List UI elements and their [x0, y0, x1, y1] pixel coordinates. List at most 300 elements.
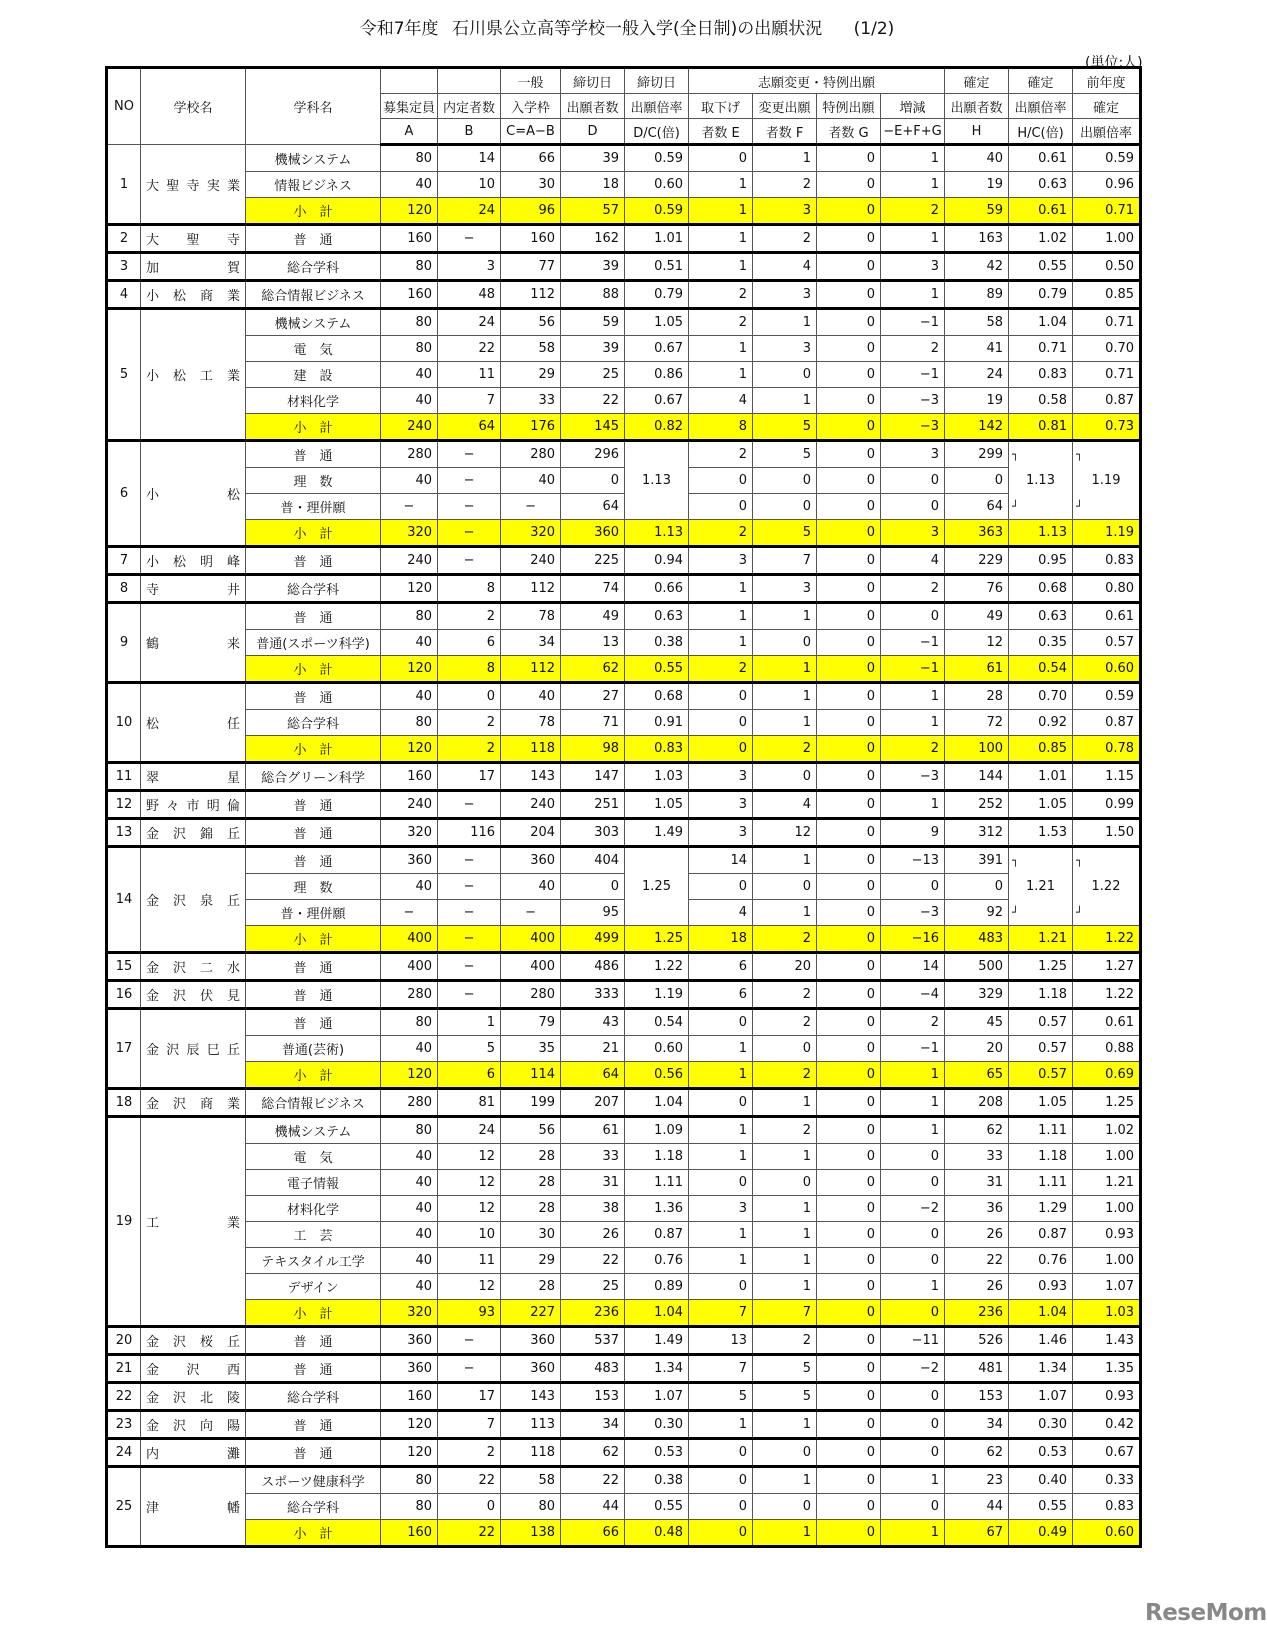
table-row	[107, 1117, 1141, 1144]
cell-hc: 1.07	[1009, 1383, 1073, 1411]
cell-efg: −1	[881, 656, 945, 683]
school-name: 小松	[141, 441, 246, 547]
cell-f: 1	[753, 1248, 817, 1274]
cell-g: 0	[817, 1274, 881, 1300]
cell-hc: 0.63	[1009, 603, 1073, 630]
cell-c: 28	[501, 1144, 561, 1170]
cell-g: 0	[817, 145, 881, 172]
cell-h: 28	[945, 683, 1009, 710]
department-name: 小 計	[246, 656, 381, 683]
cell-c: 240	[501, 791, 561, 819]
subtotal-row	[107, 1300, 1141, 1327]
cell-d: 296	[561, 441, 625, 468]
cell-f: 1	[753, 1144, 817, 1170]
cell-g: 0	[817, 1494, 881, 1520]
cell-efg: 1	[881, 281, 945, 309]
cell-d: 0	[561, 468, 625, 494]
cell-c: 66	[501, 145, 561, 172]
cell-prev: 1.19	[1073, 520, 1141, 547]
cell-prev: 0.71	[1073, 198, 1141, 225]
school-number: 9	[107, 603, 141, 683]
table-row	[107, 172, 1141, 198]
cell-dc: 0.59	[625, 198, 689, 225]
cell-b: 3	[438, 253, 501, 281]
cell-g: 0	[817, 630, 881, 656]
table-row	[107, 1439, 1141, 1467]
cell-efg: −1	[881, 1036, 945, 1062]
cell-d: 22	[561, 1467, 625, 1494]
header-special-apply-2: 者数 G	[817, 119, 881, 145]
cell-g: 0	[817, 1196, 881, 1222]
header-delta-2: −E+F+G	[881, 119, 945, 145]
cell-hc: 0.61	[1009, 145, 1073, 172]
header-capacity-2: 募集定員	[381, 94, 438, 119]
cell-e: 0	[689, 736, 753, 763]
header-capacity-1	[381, 68, 438, 94]
cell-g: 0	[817, 1170, 881, 1196]
cell-b: −	[438, 900, 501, 926]
cell-a: 240	[381, 791, 438, 819]
table-row	[107, 441, 1141, 468]
cell-b: 10	[438, 1222, 501, 1248]
cell-f: 4	[753, 253, 817, 281]
table-body	[107, 145, 1141, 1547]
cell-hc: 0.57	[1009, 1036, 1073, 1062]
cell-b: −	[438, 953, 501, 981]
cell-a: 80	[381, 309, 438, 336]
cell-d: 39	[561, 336, 625, 362]
header-confirmed-ratio-2: 出願倍率	[1009, 94, 1073, 119]
cell-f: 2	[753, 1062, 817, 1089]
cell-prev: 0.70	[1073, 336, 1141, 362]
cell-c: 30	[501, 172, 561, 198]
cell-d: 27	[561, 683, 625, 710]
resemom-logo: ReseMom	[1145, 1600, 1267, 1626]
cell-e: 0	[689, 145, 753, 172]
cell-hc: 0.95	[1009, 547, 1073, 575]
department-name: 機械システム	[246, 1117, 381, 1144]
cell-g: 0	[817, 683, 881, 710]
cell-g: 0	[817, 1117, 881, 1144]
cell-dc: 1.07	[625, 1383, 689, 1411]
cell-dc: 0.91	[625, 710, 689, 736]
cell-efg: −4	[881, 981, 945, 1009]
merged-ratio-value: 1.19	[1091, 473, 1121, 488]
department-name: 総合学科	[246, 575, 381, 603]
cell-b: 2	[438, 603, 501, 630]
cell-g: 0	[817, 1520, 881, 1547]
cell-efg: 1	[881, 1520, 945, 1547]
cell-b: −	[438, 225, 501, 253]
cell-c: 199	[501, 1089, 561, 1117]
cell-a: 40	[381, 1036, 438, 1062]
table-row	[107, 1383, 1141, 1411]
header-confirmed-applicants-3: H	[945, 119, 1009, 145]
header-school: 学校名	[141, 68, 246, 145]
subtotal-row	[107, 1062, 1141, 1089]
cell-a: 40	[381, 1222, 438, 1248]
cell-dc: 1.19	[625, 981, 689, 1009]
table-row	[107, 145, 1141, 172]
cell-efg: −3	[881, 414, 945, 441]
table-row	[107, 362, 1141, 388]
cell-g: 0	[817, 520, 881, 547]
cell-prev: 0.59	[1073, 145, 1141, 172]
cell-c: 28	[501, 1170, 561, 1196]
document-title	[0, 14, 1254, 39]
department-name: 機械システム	[246, 309, 381, 336]
cell-a: 360	[381, 1355, 438, 1383]
cell-h: 26	[945, 1274, 1009, 1300]
cell-b: 48	[438, 281, 501, 309]
cell-hc: 0.85	[1009, 736, 1073, 763]
cell-efg: 0	[881, 1411, 945, 1439]
cell-prev: 1.00	[1073, 1144, 1141, 1170]
cell-c: 28	[501, 1196, 561, 1222]
school-name: 金沢伏見	[141, 981, 246, 1009]
cell-d: 145	[561, 414, 625, 441]
cell-h: 0	[945, 468, 1009, 494]
cell-h: 92	[945, 900, 1009, 926]
header-change-apply-2: 者数 F	[753, 119, 817, 145]
cell-d: 44	[561, 1494, 625, 1520]
cell-b: −	[438, 874, 501, 900]
cell-d: 360	[561, 520, 625, 547]
cell-c: 56	[501, 309, 561, 336]
cell-b: −	[438, 926, 501, 953]
cell-b: 2	[438, 710, 501, 736]
table-row	[107, 1327, 1141, 1355]
cell-h: 42	[945, 253, 1009, 281]
merged-ratio-value: 1.25	[642, 879, 671, 894]
cell-e: 5	[689, 1383, 753, 1411]
cell-f: 3	[753, 575, 817, 603]
cell-h: 65	[945, 1062, 1009, 1089]
cell-h: 12	[945, 630, 1009, 656]
cell-dc: 0.67	[625, 388, 689, 414]
cell-b: 17	[438, 1383, 501, 1411]
department-name: 普 通	[246, 683, 381, 710]
cell-hc: 0.83	[1009, 362, 1073, 388]
merged-ratio-value: 1.13	[1026, 473, 1055, 488]
cell-g: 0	[817, 441, 881, 468]
cell-h: 41	[945, 336, 1009, 362]
cell-efg: 4	[881, 547, 945, 575]
cell-g: 0	[817, 926, 881, 953]
cell-a: 160	[381, 1383, 438, 1411]
cell-h: 153	[945, 1383, 1009, 1411]
table-row	[107, 494, 1141, 520]
cell-d: 153	[561, 1383, 625, 1411]
cell-f: 1	[753, 656, 817, 683]
cell-c: 80	[501, 1494, 561, 1520]
cell-dc: 0.53	[625, 1439, 689, 1467]
cell-prev: 0.99	[1073, 791, 1141, 819]
cell-e: 0	[689, 494, 753, 520]
school-name: 金沢泉丘	[141, 847, 246, 953]
cell-c: 34	[501, 630, 561, 656]
cell-prev: 1.07	[1073, 1274, 1141, 1300]
cell-e: 1	[689, 253, 753, 281]
cell-prev: 0.93	[1073, 1383, 1141, 1411]
cell-d: 62	[561, 1439, 625, 1467]
cell-a: 280	[381, 1089, 438, 1117]
cell-prev: 1.00	[1073, 1196, 1141, 1222]
cell-e: 1	[689, 172, 753, 198]
cell-f: 3	[753, 198, 817, 225]
header-general-2: 入学枠	[501, 94, 561, 119]
cell-c: 30	[501, 1222, 561, 1248]
table-row	[107, 575, 1141, 603]
cell-e: 3	[689, 763, 753, 791]
department-name: 普 通	[246, 603, 381, 630]
cell-c: 29	[501, 1248, 561, 1274]
cell-a: 40	[381, 362, 438, 388]
cell-a: 40	[381, 172, 438, 198]
cell-g: 0	[817, 1248, 881, 1274]
header-confirmed-ratio-3: H/C(倍)	[1009, 119, 1073, 145]
cell-d: 18	[561, 172, 625, 198]
cell-e: 6	[689, 981, 753, 1009]
department-name: 普通(スポーツ科学)	[246, 630, 381, 656]
cell-e: 1	[689, 1062, 753, 1089]
cell-e: 1	[689, 603, 753, 630]
table-row	[107, 1494, 1141, 1520]
cell-dc: 1.49	[625, 1327, 689, 1355]
cell-e: 1	[689, 575, 753, 603]
cell-e: 0	[689, 1009, 753, 1036]
cell-f: 1	[753, 145, 817, 172]
cell-h: 36	[945, 1196, 1009, 1222]
cell-prev: 0.57	[1073, 630, 1141, 656]
cell-d: 64	[561, 494, 625, 520]
cell-b: 5	[438, 1036, 501, 1062]
cell-efg: 9	[881, 819, 945, 847]
table-row	[107, 1089, 1141, 1117]
cell-efg: −2	[881, 1196, 945, 1222]
cell-e: 6	[689, 953, 753, 981]
table-row	[107, 1009, 1141, 1036]
header-withdraw-2: 者数 E	[689, 119, 753, 145]
cell-e: 0	[689, 468, 753, 494]
cell-e: 2	[689, 656, 753, 683]
cell-efg: −3	[881, 763, 945, 791]
cell-h: 64	[945, 494, 1009, 520]
cell-efg: 0	[881, 494, 945, 520]
cell-dc: 1.04	[625, 1300, 689, 1327]
cell-prev: 1.21	[1073, 1170, 1141, 1196]
cell-d: 25	[561, 1274, 625, 1300]
cell-a: 120	[381, 1062, 438, 1089]
cell-f: 7	[753, 1300, 817, 1327]
bracket-bottom-icon: ┘	[1012, 906, 1019, 919]
cell-c: 56	[501, 1117, 561, 1144]
cell-d: 236	[561, 1300, 625, 1327]
cell-d: 34	[561, 1411, 625, 1439]
cell-f: 4	[753, 791, 817, 819]
department-name: 総合学科	[246, 253, 381, 281]
cell-efg: 3	[881, 520, 945, 547]
cell-dc: 0.86	[625, 362, 689, 388]
cell-b: 24	[438, 198, 501, 225]
department-name: 普 通	[246, 1327, 381, 1355]
cell-c: 33	[501, 388, 561, 414]
cell-d: 39	[561, 253, 625, 281]
department-name: 普 通	[246, 819, 381, 847]
cell-efg: 2	[881, 336, 945, 362]
bracket-bottom-icon: ┘	[1012, 500, 1019, 513]
school-name: 内灘	[141, 1439, 246, 1467]
header-deadline-ratio-2: 出願倍率	[625, 94, 689, 119]
cell-efg: 0	[881, 603, 945, 630]
school-name: 金沢北陵	[141, 1383, 246, 1411]
cell-efg: 0	[881, 874, 945, 900]
cell-a: 40	[381, 1248, 438, 1274]
cell-h: 19	[945, 172, 1009, 198]
cell-e: 0	[689, 1467, 753, 1494]
cell-b: 24	[438, 1117, 501, 1144]
cell-d: 71	[561, 710, 625, 736]
school-name: 津幡	[141, 1467, 246, 1547]
cell-b: 6	[438, 1062, 501, 1089]
cell-efg: 1	[881, 683, 945, 710]
cell-g: 0	[817, 736, 881, 763]
cell-hc: 0.58	[1009, 388, 1073, 414]
table-row	[107, 309, 1141, 336]
cell-dc: 1.49	[625, 819, 689, 847]
cell-efg: 1	[881, 1089, 945, 1117]
cell-g: 0	[817, 362, 881, 388]
cell-c: 118	[501, 1439, 561, 1467]
cell-d: 404	[561, 847, 625, 874]
cell-b: 7	[438, 388, 501, 414]
department-name: 普 通	[246, 547, 381, 575]
cell-hc: 1.01	[1009, 763, 1073, 791]
cell-dc: 0.60	[625, 1036, 689, 1062]
table-row	[107, 953, 1141, 981]
cell-b: −	[438, 547, 501, 575]
cell-a: 80	[381, 1467, 438, 1494]
school-number: 21	[107, 1355, 141, 1383]
cell-hc: 1.53	[1009, 819, 1073, 847]
cell-prev: 0.42	[1073, 1411, 1141, 1439]
cell-hc: 0.35	[1009, 630, 1073, 656]
cell-c: 143	[501, 763, 561, 791]
header-change-group: 志願変更・特例出願	[689, 68, 945, 94]
school-number: 16	[107, 981, 141, 1009]
cell-e: 0	[689, 1089, 753, 1117]
bracket-bottom-icon: ┘	[1076, 906, 1083, 919]
cell-d: 147	[561, 763, 625, 791]
header-prev-ratio-1: 前年度	[1073, 68, 1141, 94]
cell-h: 208	[945, 1089, 1009, 1117]
cell-hc: 0.63	[1009, 172, 1073, 198]
cell-dc: 0.63	[625, 603, 689, 630]
cell-hc: 1.18	[1009, 981, 1073, 1009]
school-number: 5	[107, 309, 141, 441]
cell-prev: 0.78	[1073, 736, 1141, 763]
cell-h: 59	[945, 198, 1009, 225]
cell-b: 24	[438, 309, 501, 336]
table-row	[107, 1222, 1141, 1248]
title-main: 石川県公立高等学校一般入学(全日制)の出願状況	[451, 19, 823, 39]
cell-h: 22	[945, 1248, 1009, 1274]
cell-prev: 0.71	[1073, 362, 1141, 388]
cell-c: 280	[501, 981, 561, 1009]
cell-f: 0	[753, 1036, 817, 1062]
cell-hc: 1.02	[1009, 225, 1073, 253]
header-deadline-ratio-1: 締切日	[625, 68, 689, 94]
cell-a: 80	[381, 336, 438, 362]
cell-e: 8	[689, 414, 753, 441]
cell-f: 1	[753, 1411, 817, 1439]
cell-g: 0	[817, 1327, 881, 1355]
cell-a: 40	[381, 1196, 438, 1222]
cell-a: −	[381, 494, 438, 520]
cell-b: 11	[438, 1248, 501, 1274]
header-dept: 学科名	[246, 68, 381, 145]
cell-h: 23	[945, 1467, 1009, 1494]
cell-efg: 14	[881, 953, 945, 981]
table-row	[107, 819, 1141, 847]
school-name: 金沢錦丘	[141, 819, 246, 847]
cell-e: 1	[689, 1411, 753, 1439]
cell-prev: 0.87	[1073, 710, 1141, 736]
school-name: 大聖寺	[141, 225, 246, 253]
cell-dc: 1.09	[625, 1117, 689, 1144]
cell-hc: 0.81	[1009, 414, 1073, 441]
cell-a: 80	[381, 1009, 438, 1036]
cell-dc: 0.89	[625, 1274, 689, 1300]
cell-prev: 0.85	[1073, 281, 1141, 309]
header-confirmed-applicants-1: 確定	[945, 68, 1009, 94]
cell-e: 0	[689, 1439, 753, 1467]
cell-efg: 2	[881, 575, 945, 603]
cell-f: 1	[753, 1467, 817, 1494]
cell-d: 66	[561, 1520, 625, 1547]
cell-e: 1	[689, 630, 753, 656]
department-name: 小 計	[246, 1520, 381, 1547]
department-name: 情報ビジネス	[246, 172, 381, 198]
cell-g: 0	[817, 336, 881, 362]
merged-ratio-hc	[1009, 847, 1073, 926]
header-deadline-applicants-3: D	[561, 119, 625, 145]
cell-b: −	[438, 847, 501, 874]
cell-efg: −13	[881, 847, 945, 874]
school-number: 25	[107, 1467, 141, 1547]
title-page: (1/2)	[853, 19, 895, 39]
cell-a: 40	[381, 683, 438, 710]
table-row	[107, 1467, 1141, 1494]
cell-prev: 0.61	[1073, 603, 1141, 630]
school-name: 金沢商業	[141, 1089, 246, 1117]
cell-efg: 0	[881, 1144, 945, 1170]
merged-ratio-dc	[625, 847, 689, 926]
cell-g: 0	[817, 981, 881, 1009]
cell-hc: 1.13	[1009, 520, 1073, 547]
cell-b: 0	[438, 1494, 501, 1520]
cell-e: 7	[689, 1355, 753, 1383]
cell-b: 12	[438, 1196, 501, 1222]
cell-b: −	[438, 520, 501, 547]
department-name: 普 通	[246, 441, 381, 468]
cell-hc: 0.71	[1009, 336, 1073, 362]
cell-f: 2	[753, 926, 817, 953]
bracket-top-icon: ┐	[1076, 448, 1083, 461]
cell-c: 360	[501, 847, 561, 874]
school-name: 加賀	[141, 253, 246, 281]
cell-dc: 0.51	[625, 253, 689, 281]
